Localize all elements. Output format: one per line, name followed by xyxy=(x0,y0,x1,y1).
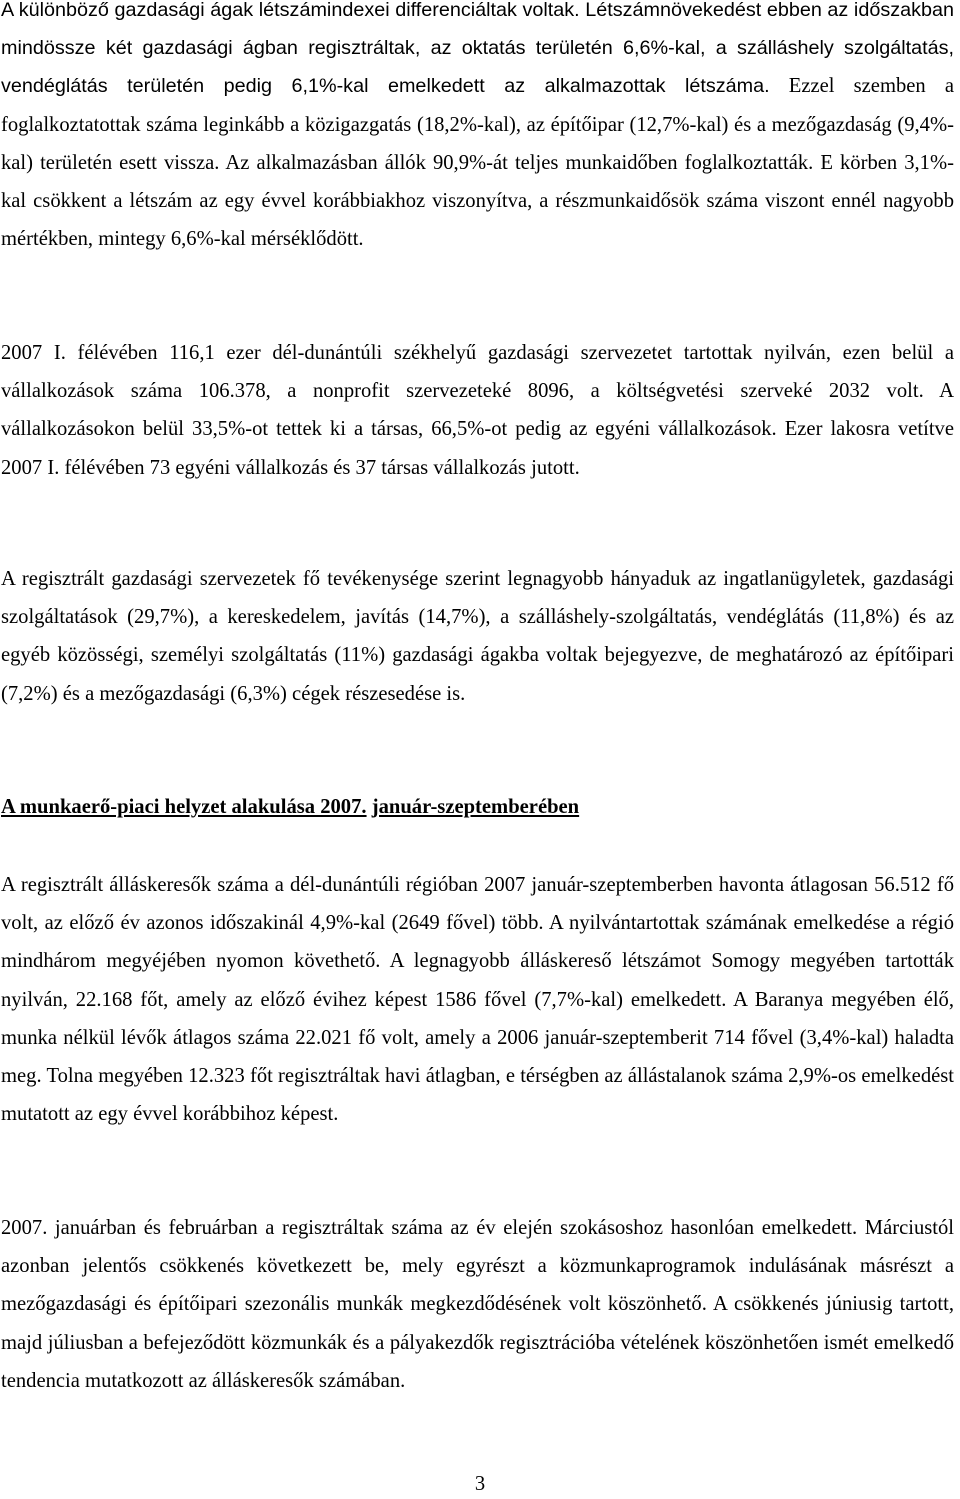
page-number: 3 xyxy=(474,1473,486,1495)
section-heading-part1: A munkaerő-piaci helyzet alakulása 2007. xyxy=(1,796,367,818)
paragraph-staffing-indices-serif-part: Ezzel szemben a foglalkoztatottak száma leginkább a közigazgatás (18,2%-kal), az építőipar (12,7%-kal) és a mezőgazdaság (9,4%-kal) területén esett vissza. Az alkalmazásban állók 90,9%-át teljes munkaidőben foglalkoztatták. E körben 3,1%-kal csökkent a létszám az egy évvel korábbiakhoz viszonyítva, a részmunkaidősök száma viszont ennél nagyobb mértékben, mintegy 6,6%-kal mérséklődött. xyxy=(1,75,954,251)
paragraph-economic-organizations: 2007 I. félévében 116,1 ezer dél-dunántúli székhelyű gazdasági szervezetet tartottak nyilván, ezen belül a vállalkozások száma 106.378, a nonprofit szervezeteké 8096, a költségvetési szerveké 2032 volt. A vállalkozásokon belül 33,5%-ot tettek ki a társas, 66,5%-ot pedig az egyéni vállalkozások. Ezer lakosra vetítve 2007 I. félévében 73 egyéni vállalkozás és 37 társas vállalkozás jutott. xyxy=(1,342,954,479)
paragraph-jobseekers: A regisztrált álláskeresők száma a dél-dunántúli régióban 2007 január-szeptemberben havonta átlagosan 56.512 fő volt, az előző év azonos időszakinál 4,9%-kal (2649 fővel) több. A nyilvántartottak számának emelkedése a régió mindhárom megyéjében nyomon követhető. A legnagyobb álláskereső létszámot Somogy megyében tartották nyilván, 22.168 főt, amely az előző évihez képest 1586 fővel (7,7%-kal) emelkedett. A Baranya megyében élő, munka nélkül lévők átlagos száma 22.021 fő volt, amely a 2006 január-szeptemberit 714 fővel (3,4%-kal) haladta meg. Tolna megyében 12.323 főt regisztráltak havi átlagban, e térségben az állástalanok száma 2,9%-os emelkedést mutatott az egy évvel korábbihoz képest. xyxy=(1,874,954,1126)
paragraph-staffing-indices xyxy=(1,0,954,258)
paragraph-staffing-indices-sans-part: A különböző gazdasági ágak létszámindexei differenciáltak voltak. Létszámnövekedést ebben az időszakban mindössze két gazdasági ágban regisztráltak, az oktatás területén 6,6%-kal, a szálláshely szolgáltatás, vendéglátás területén pedig 6,1%-kal emelkedett az alkalmazottak létszáma. xyxy=(1,0,954,98)
paragraph-main-activities: A regisztrált gazdasági szervezetek fő tevékenysége szerint legnagyobb hányaduk az ingatlanügyletek, gazdasági szolgáltatások (29,7%), a kereskedelem, javítás (14,7%), a szálláshely-szolgáltatás, vendéglátás (11,8%) és az egyéb közösségi, személyi szolgáltatás (11%) gazdasági ágakba voltak bejegyezve, de meghatározó az építőipari (7,2%) és a mezőgazdasági (6,3%) cégek részesedése is. xyxy=(1,568,954,705)
paragraph-monthly-trend: 2007. januárban és februárban a regisztráltak száma az év elején szokásoshoz hasonlóan emelkedett. Márciustól azonban jelentős csökkenés következett be, mely egyrészt a közmunkaprogramok indulásának másrészt a mezőgazdasági és építőipari szezonális munkák megkezdődésének volt köszönhető. A csökkenés júniusig tartott, majd júliusban a befejeződött közmunkák és a pályakezdők regisztrációba vételének köszönhetően ismét emelkedő tendencia mutatkozott az álláskeresők számában. xyxy=(1,1217,954,1392)
section-heading-part2: január-szeptemberében xyxy=(371,796,580,818)
section-heading xyxy=(1,788,954,826)
